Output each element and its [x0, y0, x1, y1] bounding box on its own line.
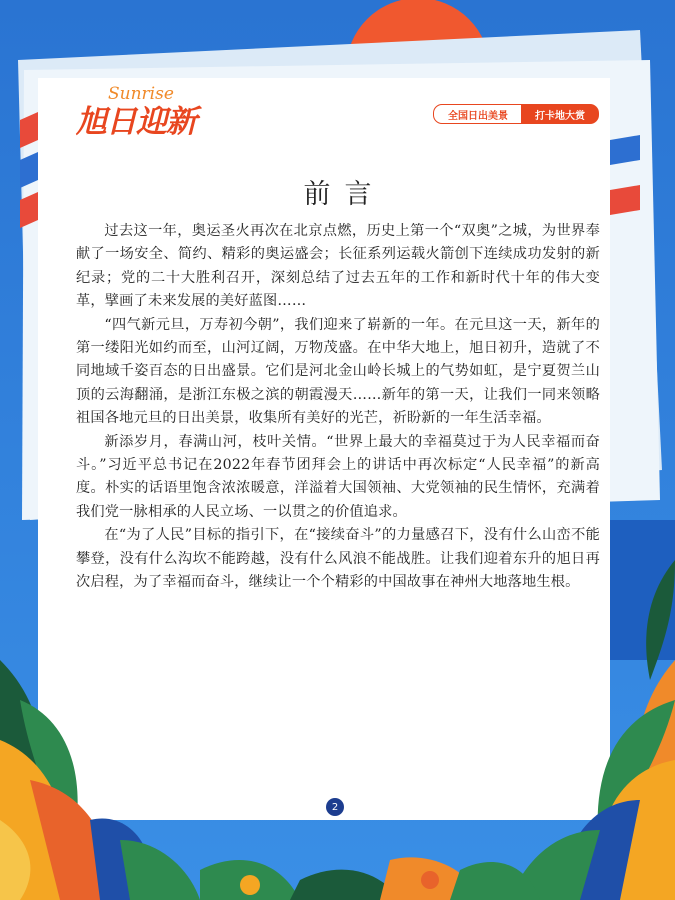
paragraph: 过去这一年，奥运圣火再次在北京点燃，历史上第一个“双奥”之城，为世界奉献了一场安全、简约、精彩的奥运盛会；长征系列运载火箭创下连续成功发射的新纪录；党的二十大胜利召开，深刻总结了过去五年的工作和新时代十年的伟大变革，擘画了未来发展的美好蓝图…… [76, 223, 600, 310]
paragraph: 在“为了人民”目标的指引下，在“接续奋斗”的力量感召下，没有什么山峦不能攀登，没有什么沟坎不能跨越，没有什么风浪不能战胜。让我们迎着东升的旭日再次启程，为了幸福而奋斗，继续让一个个精彩的中国故事在神州大地落地生根。 [76, 527, 600, 591]
tag-left: 全国日出美景 [433, 104, 523, 124]
paragraph: 新添岁月，春满山河，枝叶关情。“世界上最大的幸福莫过于为人民幸福而奋斗。”习近平总书记在2022年春节团拜会上的讲话中再次标定“人民幸福”的新高度。朴实的话语里饱含浓浓暖意，洋溢着大国领袖、大党领袖的民生情怀，充满着我们党一脉相承的人民立场、一以贯之的价值追求。 [76, 433, 600, 520]
logo-subtitle: Sunrise [108, 84, 174, 104]
paragraph: “四气新元旦，万寿初今朝”，我们迎来了崭新的一年。在元旦这一天，新年的第一缕阳光如约而至，山河辽阔，万物茂盛。在中华大地上，旭日初升，造就了不同地域千姿百态的日出盛景。它们是河北金山岭长城上的气势如虹，是宁夏贺兰山顶的云海翻涌，是浙江东极之滨的朝霞漫天……新年的第一天，让我们一同来领略祖国各地元旦的日出美景，收集所有美好的光芒，祈盼新的一年生活幸福。 [76, 316, 600, 427]
page-title: 前言 [303, 179, 386, 210]
page-number-badge: 2 [326, 798, 344, 816]
logo-title: 旭日迎新 [76, 104, 196, 140]
sea-strip [610, 520, 675, 660]
tag-right: 打卡地大赏 [521, 104, 599, 124]
body-text [76, 220, 600, 595]
